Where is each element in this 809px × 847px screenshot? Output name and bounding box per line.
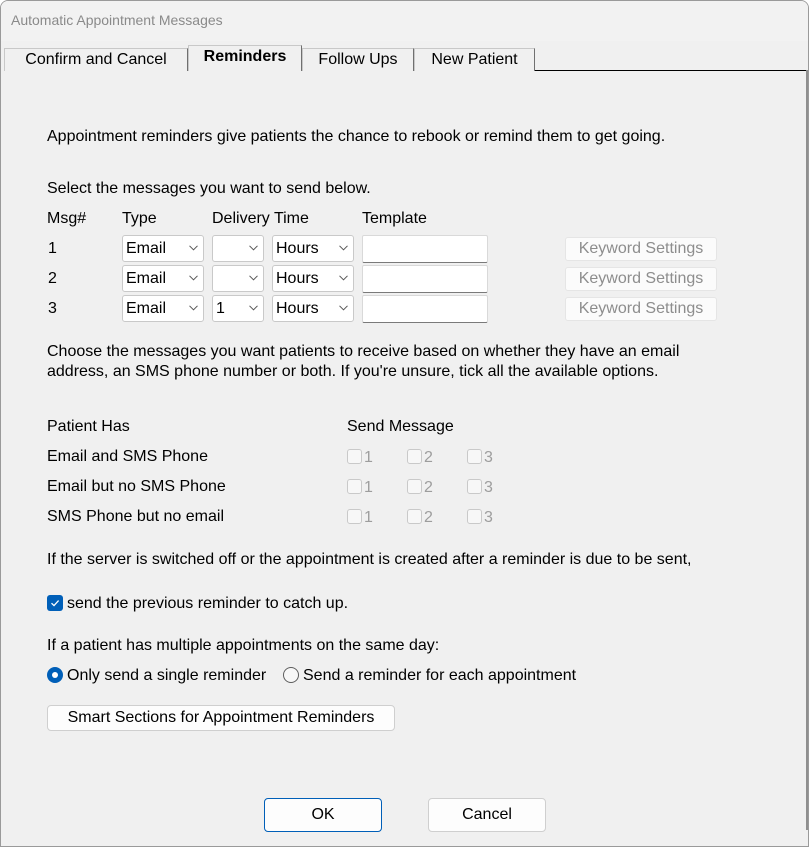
delivery-unit-select-1[interactable]	[272, 235, 354, 262]
msg-number-1: 1	[48, 240, 57, 257]
title-bar[interactable]	[1, 1, 808, 41]
delivery-value-select-2[interactable]	[212, 265, 264, 292]
ok-button[interactable]: OK	[264, 798, 382, 832]
checkbox-box	[347, 509, 362, 524]
multiple-appointments-prompt: If a patient has multiple appointments on the same day:	[47, 637, 440, 654]
template-input-2[interactable]	[362, 265, 488, 293]
panel-border	[806, 70, 808, 830]
catch-up-checkbox[interactable]	[47, 595, 63, 611]
checkbox-sms-noemail-msg-3[interactable]	[467, 508, 493, 528]
chevron-down-icon	[339, 245, 347, 253]
tab-confirm-and-cancel[interactable]: Confirm and Cancel	[4, 48, 188, 71]
checkbox-box	[467, 509, 482, 524]
chevron-down-icon	[249, 245, 257, 253]
checkbox-label: 3	[484, 509, 493, 526]
radio-single-reminder[interactable]	[47, 667, 63, 683]
header-delivery-time: Delivery Time	[212, 210, 309, 227]
checkbox-box	[347, 479, 362, 494]
intro-text: Appointment reminders give patients the chance to rebook or remind them to get going.	[47, 128, 666, 145]
checkbox-label: 3	[484, 449, 493, 466]
checkbox-label: 2	[424, 479, 433, 496]
catch-up-label[interactable]: send the previous reminder to catch up.	[67, 595, 349, 612]
checkbox-label: 1	[364, 509, 373, 526]
checkbox-box	[407, 449, 422, 464]
tab-reminders[interactable]: Reminders	[188, 45, 302, 71]
checkbox-email-nosms-msg-2[interactable]	[407, 478, 433, 498]
checkbox-sms-noemail-msg-2[interactable]	[407, 508, 433, 528]
checkbox-box	[467, 479, 482, 494]
checkbox-email-nosms-msg-3[interactable]	[467, 478, 493, 498]
server-off-text: If the server is switched off or the appointment is created after a reminder is due to be sent,	[47, 551, 692, 568]
checkbox-box	[467, 449, 482, 464]
checkbox-label: 3	[484, 479, 493, 496]
choose-text-line-2: address, an SMS phone number or both. If you're unsure, tick all the available options.	[47, 363, 659, 380]
checkbox-sms-noemail-msg-1[interactable]	[347, 508, 373, 528]
checkmark-icon	[47, 595, 63, 611]
type-select-1[interactable]	[122, 235, 204, 262]
delivery-unit-select-3[interactable]	[272, 295, 354, 322]
header-msg-number: Msg#	[47, 210, 87, 227]
cancel-button[interactable]: Cancel	[428, 798, 546, 832]
select-prompt: Select the messages you want to send below.	[47, 180, 371, 197]
msg-number-3: 3	[48, 300, 57, 317]
chevron-down-icon	[189, 305, 197, 313]
checkbox-label: 1	[364, 449, 373, 466]
checkbox-label: 2	[424, 509, 433, 526]
keyword-settings-button-3[interactable]: Keyword Settings	[565, 297, 717, 321]
tab-follow-ups[interactable]: Follow Ups	[302, 48, 414, 71]
delivery-value-select-1[interactable]	[212, 235, 264, 262]
tab-new-patient[interactable]: New Patient	[414, 48, 535, 71]
chevron-down-icon	[339, 275, 347, 283]
checkbox-box	[407, 479, 422, 494]
type-value: Email	[126, 240, 167, 257]
checkbox-email-sms-msg-3[interactable]	[467, 448, 493, 468]
type-value: Email	[126, 270, 167, 287]
header-type: Type	[122, 210, 157, 227]
delivery-unit: Hours	[276, 240, 319, 257]
chevron-down-icon	[189, 275, 197, 283]
delivery-value: 1	[216, 300, 225, 317]
keyword-settings-button-1[interactable]: Keyword Settings	[565, 237, 717, 261]
header-patient-has: Patient Has	[47, 418, 130, 435]
template-input-3[interactable]	[362, 295, 488, 323]
keyword-settings-button-2[interactable]: Keyword Settings	[565, 267, 717, 291]
checkbox-box	[407, 509, 422, 524]
type-select-2[interactable]	[122, 265, 204, 292]
chevron-down-icon	[249, 305, 257, 313]
header-send-message: Send Message	[347, 418, 454, 435]
type-value: Email	[126, 300, 167, 317]
header-template: Template	[362, 210, 427, 227]
checkbox-email-nosms-msg-1[interactable]	[347, 478, 373, 498]
radio-single-reminder-label[interactable]: Only send a single reminder	[67, 667, 267, 684]
checkbox-box	[347, 449, 362, 464]
checkbox-email-sms-msg-2[interactable]	[407, 448, 433, 468]
row-label-email-and-sms: Email and SMS Phone	[47, 448, 208, 465]
row-label-sms-no-email: SMS Phone but no email	[47, 508, 224, 525]
delivery-unit: Hours	[276, 270, 319, 287]
delivery-unit-select-2[interactable]	[272, 265, 354, 292]
checkbox-label: 2	[424, 449, 433, 466]
type-select-3[interactable]	[122, 295, 204, 322]
radio-each-appointment[interactable]	[283, 667, 299, 683]
choose-text-line-1: Choose the messages you want patients to receive based on whether they have an email	[47, 343, 680, 360]
delivery-unit: Hours	[276, 300, 319, 317]
chevron-down-icon	[189, 245, 197, 253]
template-input-1[interactable]	[362, 235, 488, 263]
chevron-down-icon	[249, 275, 257, 283]
radio-each-appointment-label[interactable]: Send a reminder for each appointment	[303, 667, 577, 684]
checkbox-label: 1	[364, 479, 373, 496]
msg-number-2: 2	[48, 270, 57, 287]
window-title: Automatic Appointment Messages	[11, 12, 223, 28]
chevron-down-icon	[339, 305, 347, 313]
row-label-email-no-sms: Email but no SMS Phone	[47, 478, 226, 495]
delivery-value-select-3[interactable]	[212, 295, 264, 322]
checkbox-email-sms-msg-1[interactable]	[347, 448, 373, 468]
smart-sections-button[interactable]: Smart Sections for Appointment Reminders	[47, 705, 395, 731]
